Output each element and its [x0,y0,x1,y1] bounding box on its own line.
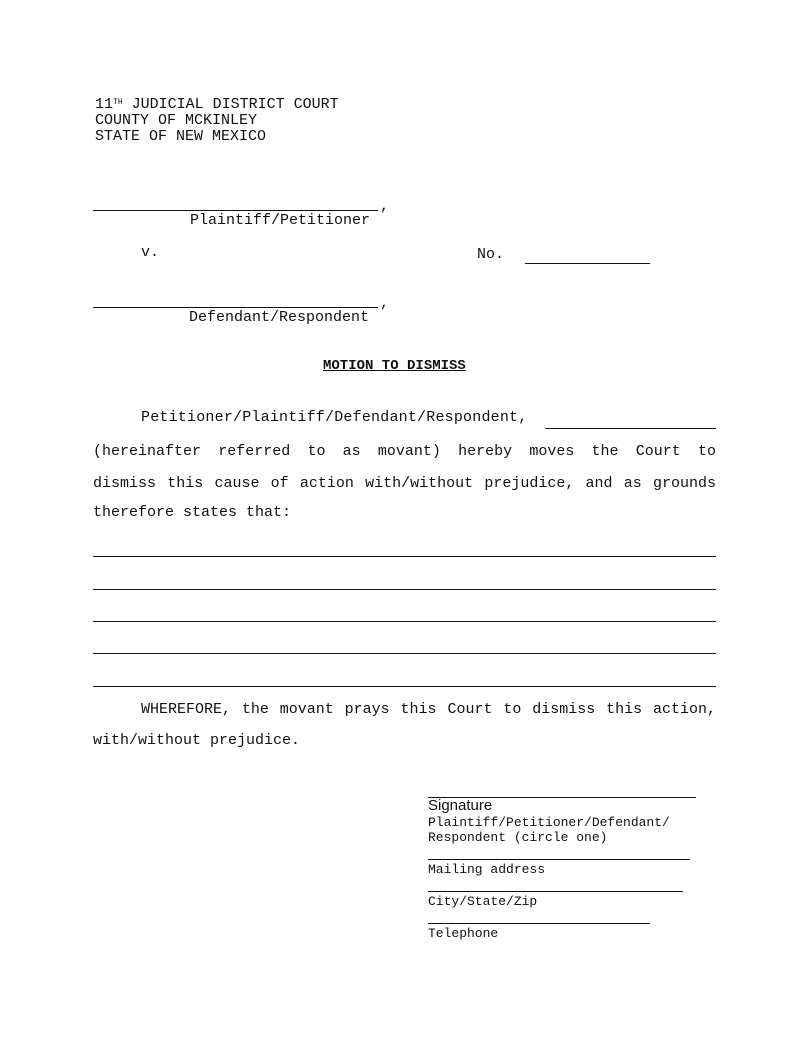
court-county: COUNTY OF MCKINLEY [95,112,258,129]
defendant-name-line[interactable] [93,307,378,308]
case-number-line[interactable] [525,263,650,264]
signature-label: Signature [428,797,493,814]
party-label-line-2: Respondent (circle one) [428,830,608,845]
city-state-zip-label: City/State/Zip [428,894,538,909]
grounds-line[interactable] [93,653,716,654]
party-label-line-1: Plaintiff/Petitioner/Defendant/ [428,815,670,830]
court-name-line [95,97,339,113]
mailing-address-label: Mailing address [428,862,546,877]
body-line-4: therefore states that: [93,504,292,521]
case-number-label: No. [477,246,505,263]
grounds-line[interactable] [93,589,716,590]
wherefore-line-2: with/without prejudice. [93,732,301,749]
movant-name-line[interactable] [545,428,716,429]
telephone-line[interactable] [428,923,650,924]
court-state: STATE OF NEW MEXICO [95,128,267,145]
grounds-line[interactable] [93,621,716,622]
telephone-label: Telephone [428,926,499,941]
body-line-2: (hereinafter referred to as movant) hereby moves the Court to [93,443,716,460]
body-line-3: dismiss this cause of action with/without prejudice, and as grounds [93,475,716,492]
defendant-label: Defendant/Respondent [189,309,370,326]
plaintiff-label: Plaintiff/Petitioner [190,212,371,229]
wherefore-line-1: WHEREFORE, the movant prays this Court to dismiss this action, [141,701,716,718]
defendant-comma: , [380,295,390,312]
body-line-1: Petitioner/Plaintiff/Defendant/Respondent, [141,409,528,426]
plaintiff-name-line[interactable] [93,210,378,211]
court-name-rest: JUDICIAL DISTRICT COURT [122,96,339,113]
document-title: MOTION TO DISMISS [323,358,466,374]
versus-label: v. [141,244,160,261]
mailing-address-line[interactable] [428,859,690,860]
court-ordinal-suffix: TH [113,98,123,107]
city-state-zip-line[interactable] [428,891,683,892]
grounds-line[interactable] [93,556,716,557]
plaintiff-comma: , [380,198,390,215]
grounds-line[interactable] [93,686,716,687]
court-ordinal-number: 11 [95,96,114,113]
